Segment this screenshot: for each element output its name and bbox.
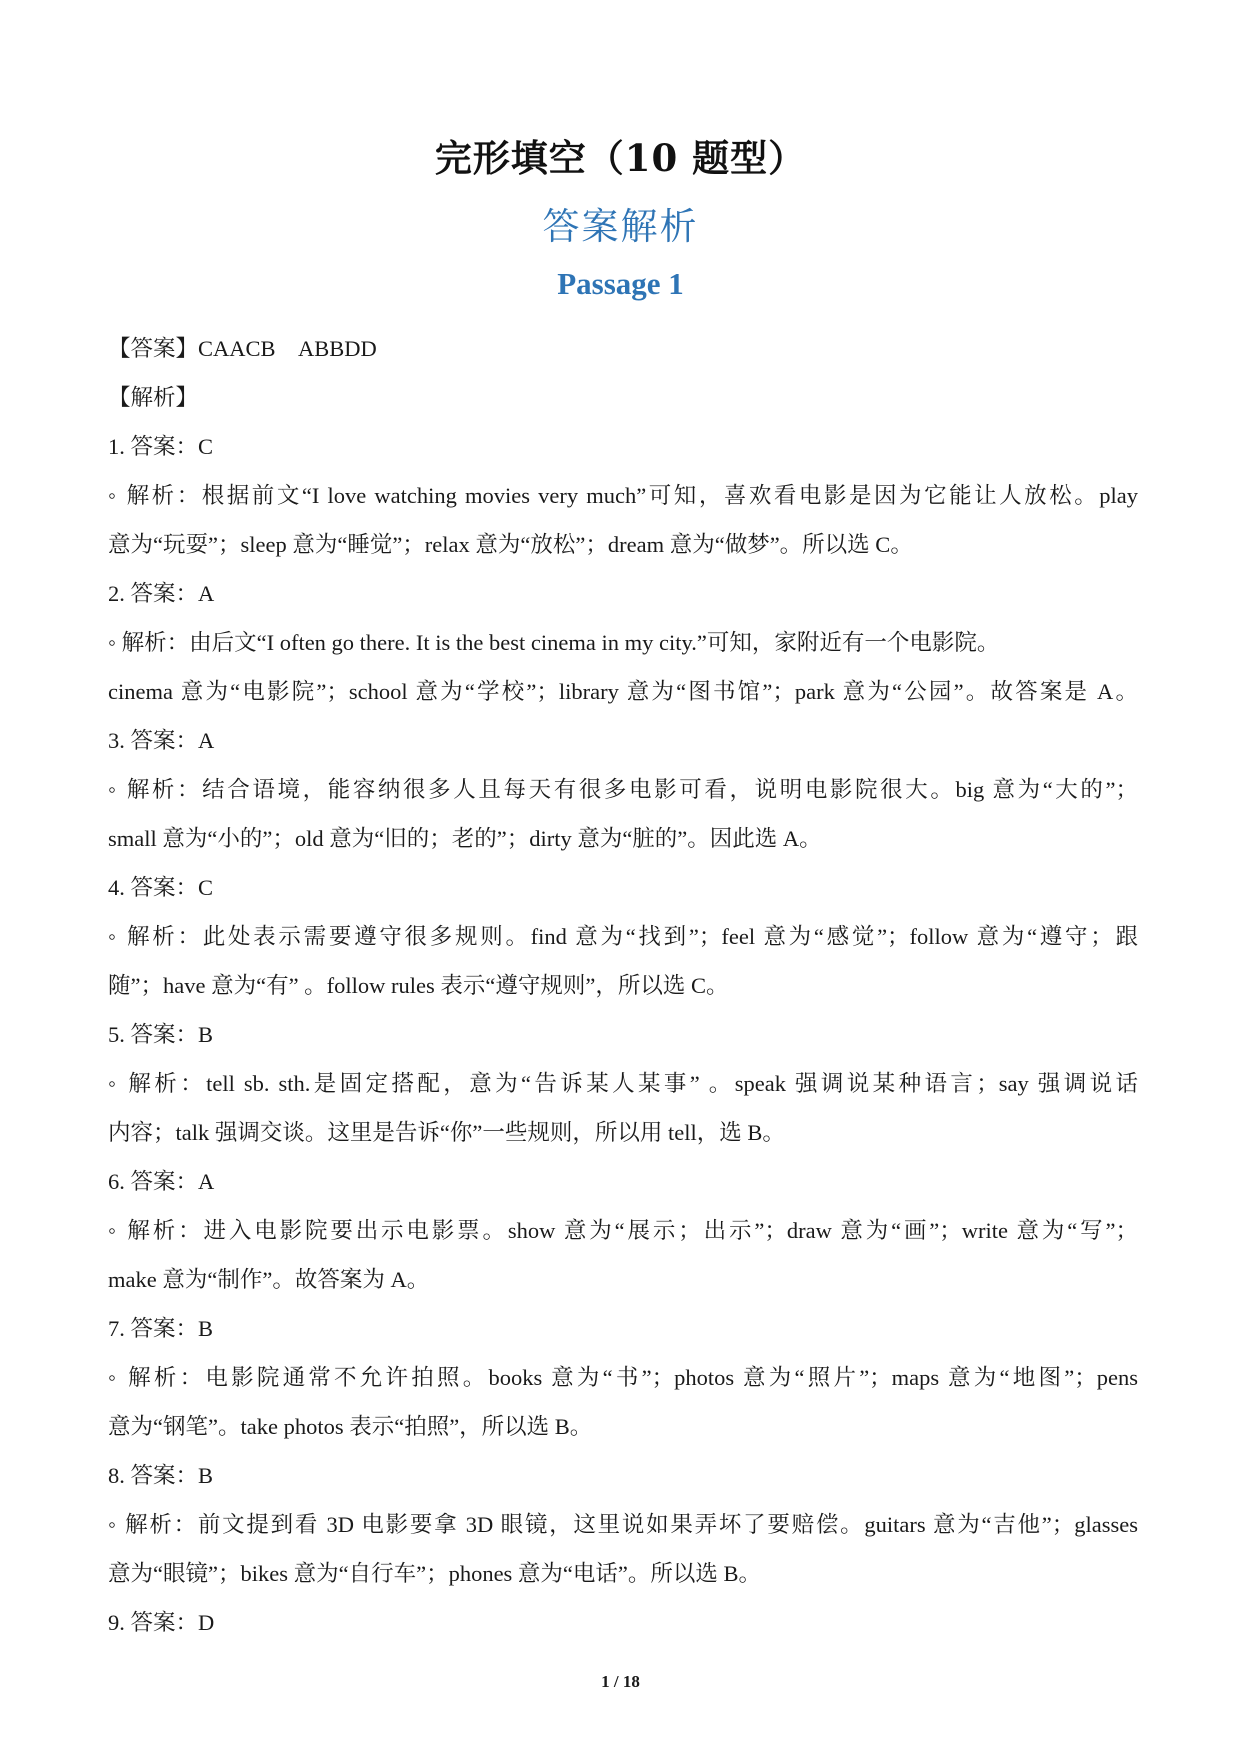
answer-line-1: 1. 答案：C [108, 434, 214, 459]
analysis-line: ◦ 解析：进入电影院要出示电影票。show 意为“展示；出示”；draw 意为“画”；write 意为“写”； [108, 1218, 1138, 1243]
analysis-line: ◦ 解析：根据前文“I love watching movies very much”可知，喜欢看电影是因为它能让人放松。play [108, 483, 1138, 508]
analysis-line: ◦ 解析：电影院通常不允许拍照。books 意为“书”；photos 意为“照片”；maps 意为“地图”；pens [108, 1365, 1138, 1390]
analysis-line: ◦ 解析：此处表示需要遵守很多规则。find 意为“找到”；feel 意为“感觉”；follow 意为“遵守；跟 [108, 924, 1138, 949]
analysis-line: 随”；have 意为“有” 。follow rules 表示“遵守规则”，所以选 C。 [108, 973, 729, 998]
answer-line-3: 3. 答案：A [108, 728, 215, 753]
analysis-line: ◦ 解析：tell sb. sth.是固定搭配，意为“告诉某人某事” 。speak 强调说某种语言；say 强调说话 [108, 1071, 1138, 1096]
analysis-line: 意为“钢笔”。take photos 表示“拍照”，所以选 B。 [108, 1414, 593, 1439]
page-number: 1 / 18 [601, 1672, 640, 1691]
analysis-line: ◦ 解析：前文提到看 3D 电影要拿 3D 眼镜，这里说如果弄坏了要赔偿。guitars 意为“吉他”；glasses [108, 1512, 1138, 1537]
answer-line-7: 7. 答案：B [108, 1316, 214, 1341]
passage-heading: Passage 1 [557, 266, 684, 301]
answer-line-2: 2. 答案：A [108, 581, 215, 606]
document-body [108, 324, 1138, 1647]
analysis-line: ◦ 解析：由后文“I often go there. It is the best cinema in my city.”可知，家附近有一个电影院。 [108, 630, 1000, 655]
document-subtitle: 答案解析 [542, 205, 699, 248]
answer-line-5: 5. 答案：B [108, 1022, 214, 1047]
analysis-line: ◦ 解析：结合语境，能容纳很多人且每天有很多电影可看，说明电影院很大。big 意为“大的”； [108, 777, 1138, 802]
answer-line-6: 6. 答案：A [108, 1169, 215, 1194]
analysis-line: 意为“玩耍”；sleep 意为“睡觉”；relax 意为“放松”；dream 意为“做梦”。所以选 C。 [108, 532, 913, 557]
analysis-label: 【解析】 [108, 385, 199, 410]
analysis-line: 内容；talk 强调交谈。这里是告诉“你”一些规则，所以用 tell，选 B。 [108, 1120, 785, 1145]
answer-key-line: 【答案】CAACB ABBDD [108, 336, 377, 361]
answer-line-9: 9. 答案：D [108, 1610, 215, 1635]
analysis-line: 意为“眼镜”；bikes 意为“自行车”；phones 意为“电话”。所以选 B。 [108, 1561, 762, 1586]
answer-line-4: 4. 答案：C [108, 875, 214, 900]
document-title: 完形填空（10 题型） [434, 136, 807, 180]
analysis-line: make 意为“制作”。故答案为 A。 [108, 1267, 430, 1292]
analysis-line: cinema 意为“电影院”；school 意为“学校”；library 意为“图书馆”；park 意为“公园”。故答案是 A。 [108, 679, 1138, 704]
analysis-line: small 意为“小的”；old 意为“旧的；老的”；dirty 意为“脏的”。因此选 A。 [108, 826, 822, 851]
answer-line-8: 8. 答案：B [108, 1463, 214, 1488]
